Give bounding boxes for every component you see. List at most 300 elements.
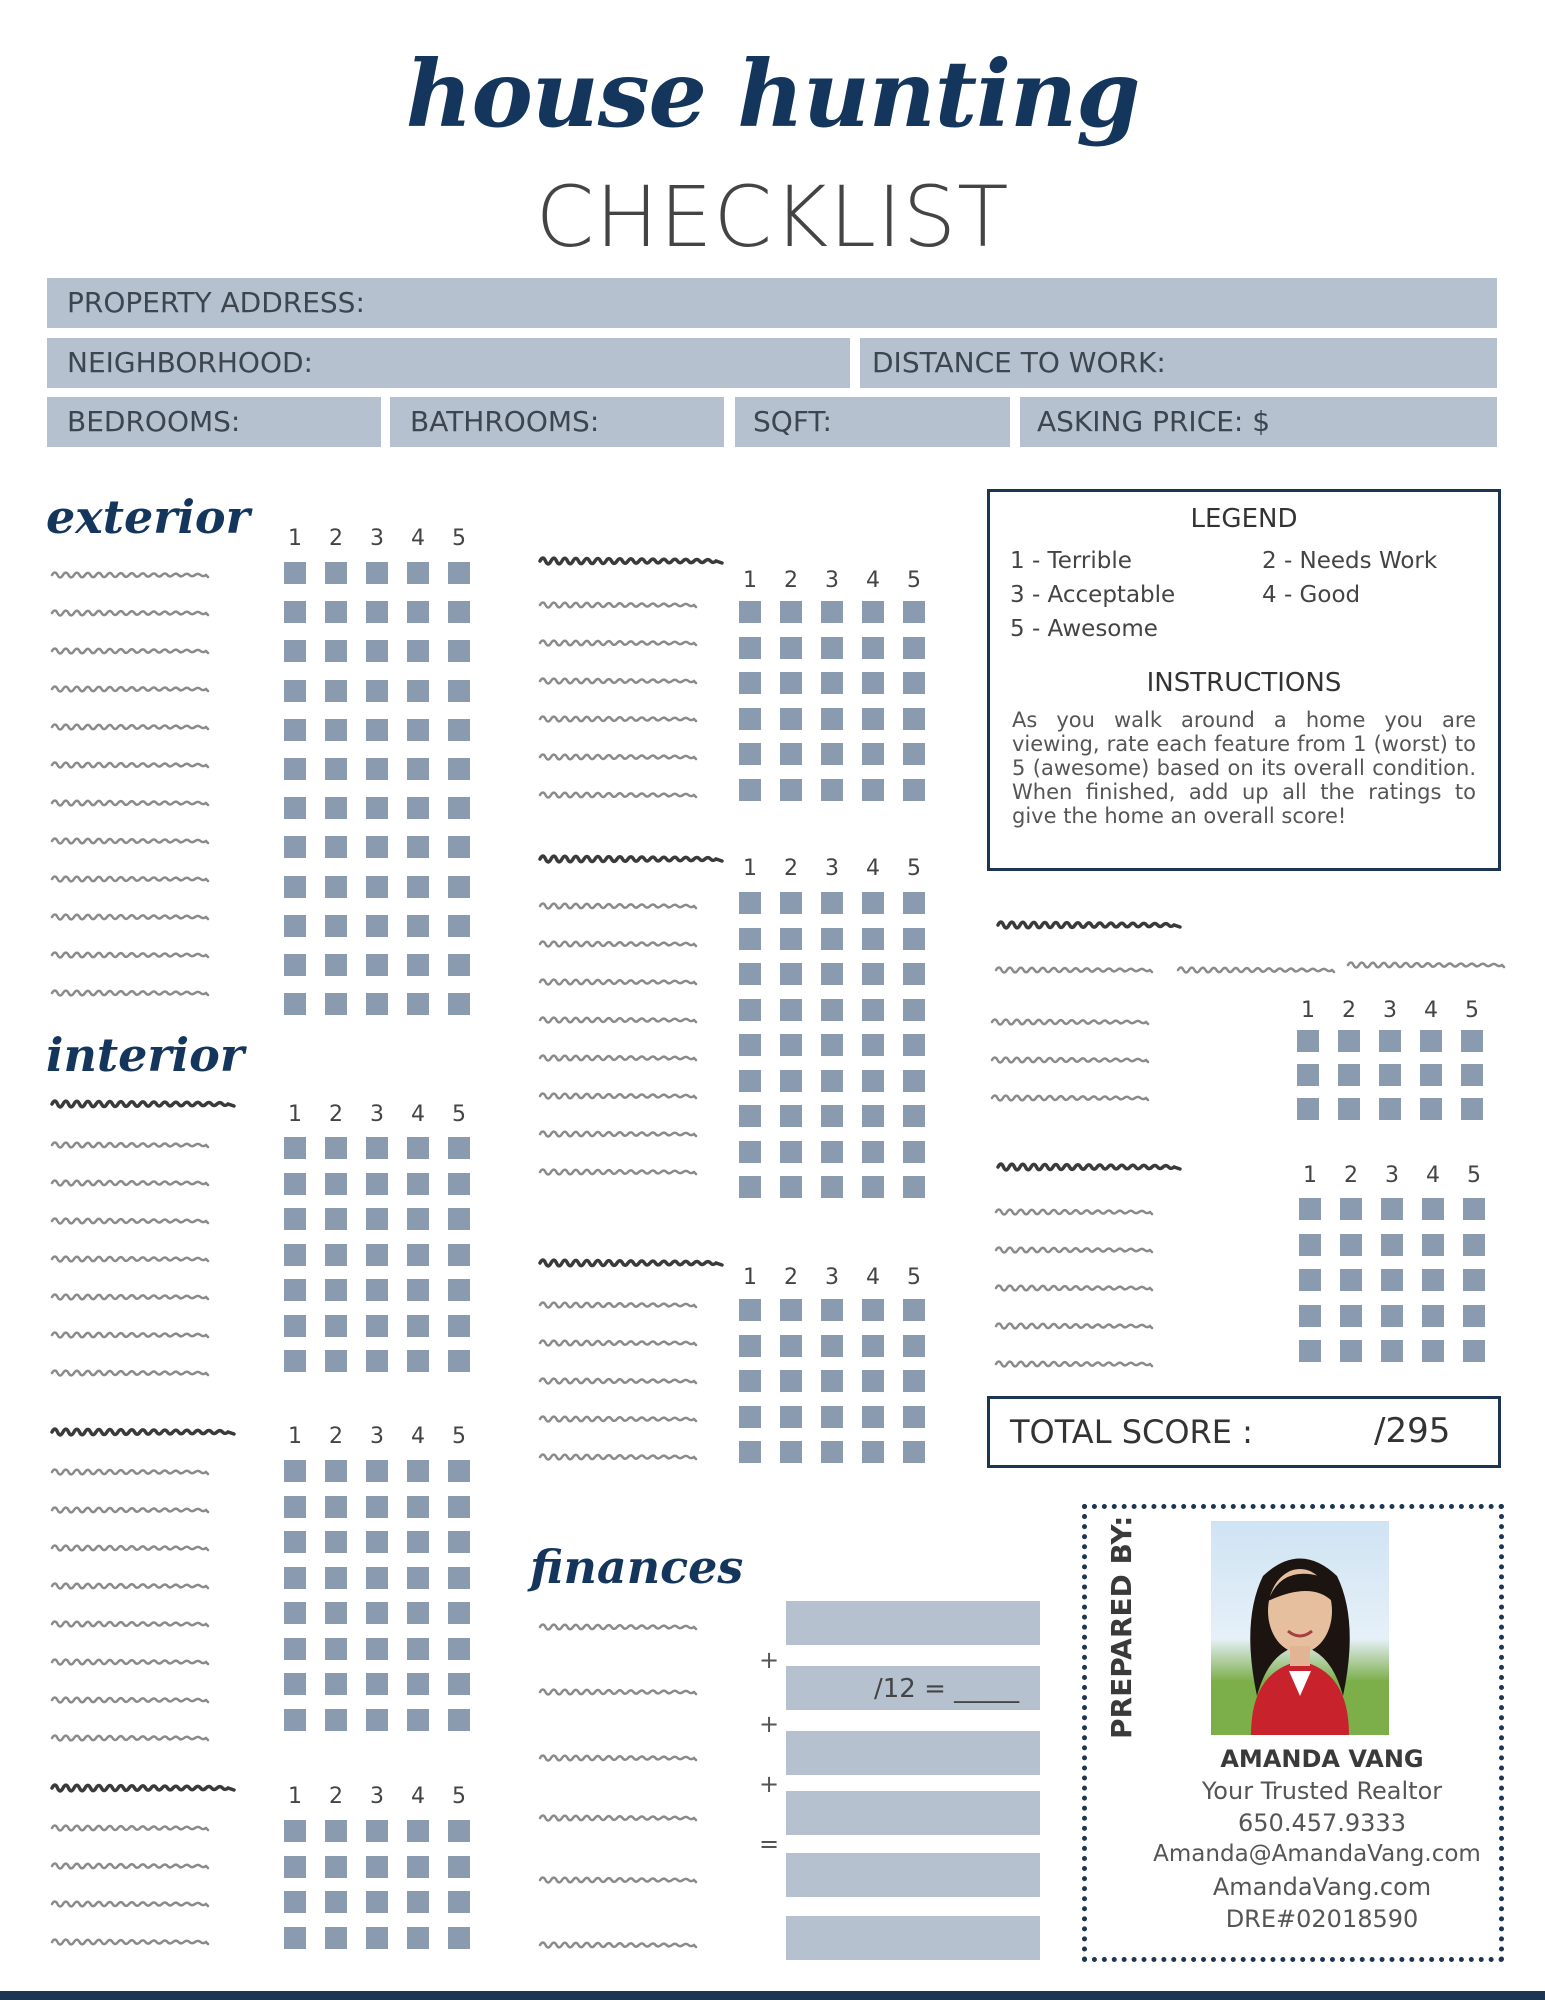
rating-checkbox[interactable] — [284, 1350, 306, 1372]
rating-checkbox[interactable] — [325, 954, 347, 976]
rating-checkbox[interactable] — [739, 963, 761, 985]
rating-checkbox[interactable] — [903, 1034, 925, 1056]
rating-checkbox[interactable] — [739, 1105, 761, 1127]
rating-checkbox[interactable] — [780, 708, 802, 730]
rating-checkbox[interactable] — [821, 963, 843, 985]
rating-checkbox[interactable] — [1340, 1269, 1362, 1291]
rating-checkbox[interactable] — [366, 876, 388, 898]
rating-checkbox[interactable] — [407, 601, 429, 623]
rating-checkbox[interactable] — [407, 719, 429, 741]
rating-checkbox[interactable] — [1299, 1234, 1321, 1256]
rating-checkbox[interactable] — [407, 1460, 429, 1482]
rating-checkbox[interactable] — [448, 758, 470, 780]
rating-checkbox[interactable] — [284, 1208, 306, 1230]
rating-checkbox[interactable] — [1340, 1305, 1362, 1327]
rating-checkbox[interactable] — [284, 915, 306, 937]
rating-checkbox[interactable] — [1381, 1305, 1403, 1327]
rating-checkbox[interactable] — [407, 915, 429, 937]
rating-checkbox[interactable] — [780, 672, 802, 694]
rating-checkbox[interactable] — [1381, 1340, 1403, 1362]
rating-checkbox[interactable] — [325, 1350, 347, 1372]
rating-checkbox[interactable] — [1338, 1098, 1360, 1120]
rating-checkbox[interactable] — [325, 1496, 347, 1518]
rating-checkbox[interactable] — [284, 1856, 306, 1878]
rating-checkbox[interactable] — [366, 562, 388, 584]
rating-checkbox[interactable] — [862, 779, 884, 801]
rating-checkbox[interactable] — [284, 797, 306, 819]
rating-checkbox[interactable] — [1463, 1234, 1485, 1256]
rating-checkbox[interactable] — [862, 928, 884, 950]
rating-checkbox[interactable] — [780, 928, 802, 950]
rating-checkbox[interactable] — [903, 1441, 925, 1463]
rating-checkbox[interactable] — [325, 680, 347, 702]
rating-checkbox[interactable] — [284, 1891, 306, 1913]
rating-checkbox[interactable] — [448, 993, 470, 1015]
rating-checkbox[interactable] — [366, 640, 388, 662]
rating-checkbox[interactable] — [448, 601, 470, 623]
rating-checkbox[interactable] — [366, 1709, 388, 1731]
rating-checkbox[interactable] — [1299, 1340, 1321, 1362]
rating-checkbox[interactable] — [1422, 1269, 1444, 1291]
rating-checkbox[interactable] — [1420, 1030, 1442, 1052]
rating-checkbox[interactable] — [366, 915, 388, 937]
rating-checkbox[interactable] — [284, 1496, 306, 1518]
agent-phone[interactable]: 650.457.9333 — [1238, 1809, 1406, 1837]
rating-checkbox[interactable] — [1338, 1030, 1360, 1052]
rating-checkbox[interactable] — [903, 1406, 925, 1428]
rating-checkbox[interactable] — [407, 1244, 429, 1266]
rating-checkbox[interactable] — [1299, 1198, 1321, 1220]
rating-checkbox[interactable] — [1420, 1064, 1442, 1086]
rating-checkbox[interactable] — [903, 1070, 925, 1092]
rating-checkbox[interactable] — [284, 1173, 306, 1195]
rating-checkbox[interactable] — [780, 601, 802, 623]
rating-checkbox[interactable] — [739, 672, 761, 694]
rating-checkbox[interactable] — [821, 1406, 843, 1428]
rating-checkbox[interactable] — [739, 743, 761, 765]
rating-checkbox[interactable] — [325, 993, 347, 1015]
rating-checkbox[interactable] — [325, 758, 347, 780]
rating-checkbox[interactable] — [821, 672, 843, 694]
rating-checkbox[interactable] — [284, 719, 306, 741]
rating-checkbox[interactable] — [780, 743, 802, 765]
rating-checkbox[interactable] — [903, 1176, 925, 1198]
property-address-field[interactable]: PROPERTY ADDRESS: — [47, 278, 1497, 328]
rating-checkbox[interactable] — [366, 954, 388, 976]
rating-checkbox[interactable] — [903, 1335, 925, 1357]
rating-checkbox[interactable] — [780, 1441, 802, 1463]
rating-checkbox[interactable] — [448, 1244, 470, 1266]
rating-checkbox[interactable] — [448, 1137, 470, 1159]
rating-checkbox[interactable] — [739, 928, 761, 950]
rating-checkbox[interactable] — [366, 1673, 388, 1695]
rating-checkbox[interactable] — [325, 1173, 347, 1195]
rating-checkbox[interactable] — [739, 999, 761, 1021]
rating-checkbox[interactable] — [739, 1176, 761, 1198]
rating-checkbox[interactable] — [366, 1460, 388, 1482]
rating-checkbox[interactable] — [780, 1141, 802, 1163]
rating-checkbox[interactable] — [821, 637, 843, 659]
rating-checkbox[interactable] — [284, 1673, 306, 1695]
rating-checkbox[interactable] — [1299, 1305, 1321, 1327]
rating-checkbox[interactable] — [284, 1602, 306, 1624]
rating-checkbox[interactable] — [821, 708, 843, 730]
rating-checkbox[interactable] — [903, 637, 925, 659]
rating-checkbox[interactable] — [780, 1034, 802, 1056]
rating-checkbox[interactable] — [739, 1070, 761, 1092]
rating-checkbox[interactable] — [284, 640, 306, 662]
rating-checkbox[interactable] — [1299, 1269, 1321, 1291]
rating-checkbox[interactable] — [284, 1567, 306, 1589]
rating-checkbox[interactable] — [448, 1891, 470, 1913]
rating-checkbox[interactable] — [739, 1335, 761, 1357]
rating-checkbox[interactable] — [407, 1350, 429, 1372]
rating-checkbox[interactable] — [1461, 1064, 1483, 1086]
rating-checkbox[interactable] — [780, 1070, 802, 1092]
rating-checkbox[interactable] — [366, 1531, 388, 1553]
rating-checkbox[interactable] — [407, 640, 429, 662]
rating-checkbox[interactable] — [366, 836, 388, 858]
rating-checkbox[interactable] — [448, 1315, 470, 1337]
rating-checkbox[interactable] — [1379, 1064, 1401, 1086]
rating-checkbox[interactable] — [325, 876, 347, 898]
asking-price-field[interactable]: ASKING PRICE: $ — [1020, 397, 1497, 447]
rating-checkbox[interactable] — [407, 954, 429, 976]
rating-checkbox[interactable] — [407, 680, 429, 702]
rating-checkbox[interactable] — [325, 1638, 347, 1660]
rating-checkbox[interactable] — [862, 1335, 884, 1357]
rating-checkbox[interactable] — [407, 562, 429, 584]
rating-checkbox[interactable] — [1422, 1305, 1444, 1327]
rating-checkbox[interactable] — [862, 637, 884, 659]
rating-checkbox[interactable] — [862, 1034, 884, 1056]
rating-checkbox[interactable] — [284, 876, 306, 898]
rating-checkbox[interactable] — [448, 1709, 470, 1731]
finance-field[interactable] — [786, 1601, 1040, 1645]
rating-checkbox[interactable] — [407, 1531, 429, 1553]
rating-checkbox[interactable] — [780, 1176, 802, 1198]
rating-checkbox[interactable] — [448, 562, 470, 584]
rating-checkbox[interactable] — [366, 1496, 388, 1518]
rating-checkbox[interactable] — [284, 954, 306, 976]
rating-checkbox[interactable] — [407, 1638, 429, 1660]
finance-field[interactable] — [786, 1916, 1040, 1960]
rating-checkbox[interactable] — [448, 1350, 470, 1372]
rating-checkbox[interactable] — [1461, 1030, 1483, 1052]
rating-checkbox[interactable] — [284, 1315, 306, 1337]
rating-checkbox[interactable] — [448, 640, 470, 662]
rating-checkbox[interactable] — [448, 1856, 470, 1878]
rating-checkbox[interactable] — [862, 1406, 884, 1428]
rating-checkbox[interactable] — [284, 836, 306, 858]
rating-checkbox[interactable] — [407, 836, 429, 858]
rating-checkbox[interactable] — [325, 1927, 347, 1949]
rating-checkbox[interactable] — [739, 779, 761, 801]
distance-to-work-field[interactable]: DISTANCE TO WORK: — [860, 338, 1497, 388]
rating-checkbox[interactable] — [284, 993, 306, 1015]
finance-field[interactable] — [786, 1666, 1040, 1710]
rating-checkbox[interactable] — [862, 672, 884, 694]
rating-checkbox[interactable] — [1379, 1098, 1401, 1120]
rating-checkbox[interactable] — [284, 601, 306, 623]
rating-checkbox[interactable] — [448, 1460, 470, 1482]
rating-checkbox[interactable] — [1463, 1269, 1485, 1291]
rating-checkbox[interactable] — [780, 963, 802, 985]
rating-checkbox[interactable] — [366, 1279, 388, 1301]
rating-checkbox[interactable] — [325, 1602, 347, 1624]
rating-checkbox[interactable] — [366, 797, 388, 819]
rating-checkbox[interactable] — [862, 1441, 884, 1463]
rating-checkbox[interactable] — [1420, 1098, 1442, 1120]
rating-checkbox[interactable] — [366, 1315, 388, 1337]
rating-checkbox[interactable] — [821, 1141, 843, 1163]
bathrooms-field[interactable]: BATHROOMS: — [390, 397, 724, 447]
rating-checkbox[interactable] — [448, 1673, 470, 1695]
rating-checkbox[interactable] — [325, 1315, 347, 1337]
rating-checkbox[interactable] — [739, 708, 761, 730]
rating-checkbox[interactable] — [862, 1370, 884, 1392]
rating-checkbox[interactable] — [448, 719, 470, 741]
rating-checkbox[interactable] — [366, 719, 388, 741]
rating-checkbox[interactable] — [903, 743, 925, 765]
rating-checkbox[interactable] — [1463, 1340, 1485, 1362]
rating-checkbox[interactable] — [1379, 1030, 1401, 1052]
rating-checkbox[interactable] — [448, 680, 470, 702]
rating-checkbox[interactable] — [325, 562, 347, 584]
rating-checkbox[interactable] — [780, 999, 802, 1021]
rating-checkbox[interactable] — [407, 876, 429, 898]
rating-checkbox[interactable] — [739, 637, 761, 659]
rating-checkbox[interactable] — [903, 1105, 925, 1127]
rating-checkbox[interactable] — [821, 1441, 843, 1463]
sqft-field[interactable]: SQFT: — [735, 397, 1010, 447]
rating-checkbox[interactable] — [325, 1460, 347, 1482]
rating-checkbox[interactable] — [448, 1208, 470, 1230]
rating-checkbox[interactable] — [366, 1350, 388, 1372]
rating-checkbox[interactable] — [448, 1820, 470, 1842]
rating-checkbox[interactable] — [903, 672, 925, 694]
rating-checkbox[interactable] — [780, 779, 802, 801]
rating-checkbox[interactable] — [407, 993, 429, 1015]
rating-checkbox[interactable] — [780, 1105, 802, 1127]
rating-checkbox[interactable] — [780, 1335, 802, 1357]
rating-checkbox[interactable] — [407, 1891, 429, 1913]
rating-checkbox[interactable] — [862, 1105, 884, 1127]
rating-checkbox[interactable] — [739, 1299, 761, 1321]
finance-field[interactable] — [786, 1853, 1040, 1897]
rating-checkbox[interactable] — [325, 915, 347, 937]
rating-checkbox[interactable] — [284, 1279, 306, 1301]
rating-checkbox[interactable] — [780, 1370, 802, 1392]
rating-checkbox[interactable] — [448, 1531, 470, 1553]
rating-checkbox[interactable] — [325, 1567, 347, 1589]
rating-checkbox[interactable] — [366, 1137, 388, 1159]
rating-checkbox[interactable] — [821, 1335, 843, 1357]
rating-checkbox[interactable] — [366, 601, 388, 623]
rating-checkbox[interactable] — [903, 708, 925, 730]
rating-checkbox[interactable] — [366, 1602, 388, 1624]
rating-checkbox[interactable] — [821, 601, 843, 623]
rating-checkbox[interactable] — [325, 719, 347, 741]
rating-checkbox[interactable] — [780, 637, 802, 659]
finance-field[interactable] — [786, 1731, 1040, 1775]
rating-checkbox[interactable] — [1381, 1198, 1403, 1220]
rating-checkbox[interactable] — [780, 1299, 802, 1321]
rating-checkbox[interactable] — [821, 1070, 843, 1092]
rating-checkbox[interactable] — [739, 892, 761, 914]
rating-checkbox[interactable] — [407, 797, 429, 819]
rating-checkbox[interactable] — [448, 836, 470, 858]
rating-checkbox[interactable] — [448, 1496, 470, 1518]
total-score-box[interactable] — [987, 1396, 1501, 1468]
rating-checkbox[interactable] — [821, 1370, 843, 1392]
rating-checkbox[interactable] — [862, 708, 884, 730]
rating-checkbox[interactable] — [903, 1370, 925, 1392]
rating-checkbox[interactable] — [821, 999, 843, 1021]
rating-checkbox[interactable] — [407, 1673, 429, 1695]
rating-checkbox[interactable] — [284, 1820, 306, 1842]
rating-checkbox[interactable] — [862, 743, 884, 765]
rating-checkbox[interactable] — [448, 797, 470, 819]
agent-email[interactable]: Amanda@AmandaVang.com — [1153, 1841, 1481, 1867]
rating-checkbox[interactable] — [448, 915, 470, 937]
rating-checkbox[interactable] — [325, 1891, 347, 1913]
rating-checkbox[interactable] — [862, 999, 884, 1021]
rating-checkbox[interactable] — [407, 1927, 429, 1949]
rating-checkbox[interactable] — [862, 892, 884, 914]
rating-checkbox[interactable] — [448, 1602, 470, 1624]
rating-checkbox[interactable] — [325, 1709, 347, 1731]
rating-checkbox[interactable] — [739, 1034, 761, 1056]
rating-checkbox[interactable] — [1297, 1064, 1319, 1086]
rating-checkbox[interactable] — [325, 797, 347, 819]
rating-checkbox[interactable] — [1338, 1064, 1360, 1086]
rating-checkbox[interactable] — [780, 892, 802, 914]
rating-checkbox[interactable] — [325, 1137, 347, 1159]
rating-checkbox[interactable] — [739, 1406, 761, 1428]
rating-checkbox[interactable] — [780, 1406, 802, 1428]
rating-checkbox[interactable] — [284, 680, 306, 702]
rating-checkbox[interactable] — [821, 779, 843, 801]
rating-checkbox[interactable] — [821, 928, 843, 950]
rating-checkbox[interactable] — [407, 758, 429, 780]
rating-checkbox[interactable] — [448, 876, 470, 898]
bedrooms-field[interactable]: BEDROOMS: — [47, 397, 381, 447]
rating-checkbox[interactable] — [739, 1141, 761, 1163]
agent-website[interactable]: AmandaVang.com — [1212, 1873, 1432, 1901]
rating-checkbox[interactable] — [407, 1856, 429, 1878]
rating-checkbox[interactable] — [325, 1820, 347, 1842]
rating-checkbox[interactable] — [1463, 1305, 1485, 1327]
rating-checkbox[interactable] — [325, 601, 347, 623]
rating-checkbox[interactable] — [862, 1070, 884, 1092]
rating-checkbox[interactable] — [739, 601, 761, 623]
rating-checkbox[interactable] — [366, 993, 388, 1015]
rating-checkbox[interactable] — [407, 1137, 429, 1159]
rating-checkbox[interactable] — [407, 1208, 429, 1230]
rating-checkbox[interactable] — [448, 1927, 470, 1949]
rating-checkbox[interactable] — [366, 1244, 388, 1266]
rating-checkbox[interactable] — [366, 1173, 388, 1195]
rating-checkbox[interactable] — [407, 1496, 429, 1518]
rating-checkbox[interactable] — [903, 999, 925, 1021]
rating-checkbox[interactable] — [284, 1531, 306, 1553]
rating-checkbox[interactable] — [284, 758, 306, 780]
rating-checkbox[interactable] — [903, 892, 925, 914]
rating-checkbox[interactable] — [325, 1531, 347, 1553]
rating-checkbox[interactable] — [325, 836, 347, 858]
rating-checkbox[interactable] — [407, 1173, 429, 1195]
rating-checkbox[interactable] — [903, 963, 925, 985]
rating-checkbox[interactable] — [739, 1441, 761, 1463]
rating-checkbox[interactable] — [821, 1034, 843, 1056]
neighborhood-field[interactable]: NEIGHBORHOOD: — [47, 338, 850, 388]
rating-checkbox[interactable] — [862, 1176, 884, 1198]
rating-checkbox[interactable] — [325, 1244, 347, 1266]
rating-checkbox[interactable] — [862, 601, 884, 623]
rating-checkbox[interactable] — [366, 1820, 388, 1842]
rating-checkbox[interactable] — [366, 1208, 388, 1230]
rating-checkbox[interactable] — [862, 963, 884, 985]
rating-checkbox[interactable] — [284, 1709, 306, 1731]
rating-checkbox[interactable] — [325, 640, 347, 662]
rating-checkbox[interactable] — [1422, 1198, 1444, 1220]
rating-checkbox[interactable] — [739, 1370, 761, 1392]
rating-checkbox[interactable] — [407, 1820, 429, 1842]
rating-checkbox[interactable] — [407, 1567, 429, 1589]
finance-field[interactable] — [786, 1791, 1040, 1835]
rating-checkbox[interactable] — [366, 1638, 388, 1660]
rating-checkbox[interactable] — [1297, 1030, 1319, 1052]
rating-checkbox[interactable] — [448, 1567, 470, 1589]
rating-checkbox[interactable] — [448, 1279, 470, 1301]
rating-checkbox[interactable] — [903, 1299, 925, 1321]
rating-checkbox[interactable] — [325, 1856, 347, 1878]
rating-checkbox[interactable] — [1422, 1340, 1444, 1362]
rating-checkbox[interactable] — [366, 1927, 388, 1949]
rating-checkbox[interactable] — [284, 1638, 306, 1660]
rating-checkbox[interactable] — [1461, 1098, 1483, 1120]
rating-checkbox[interactable] — [821, 743, 843, 765]
rating-checkbox[interactable] — [821, 892, 843, 914]
rating-checkbox[interactable] — [448, 954, 470, 976]
rating-checkbox[interactable] — [821, 1176, 843, 1198]
rating-checkbox[interactable] — [366, 758, 388, 780]
rating-checkbox[interactable] — [407, 1602, 429, 1624]
rating-checkbox[interactable] — [407, 1315, 429, 1337]
rating-checkbox[interactable] — [366, 1856, 388, 1878]
rating-checkbox[interactable] — [903, 1141, 925, 1163]
rating-checkbox[interactable] — [1340, 1340, 1362, 1362]
rating-checkbox[interactable] — [325, 1279, 347, 1301]
rating-checkbox[interactable] — [1463, 1198, 1485, 1220]
rating-checkbox[interactable] — [325, 1673, 347, 1695]
rating-checkbox[interactable] — [366, 1891, 388, 1913]
rating-checkbox[interactable] — [366, 1567, 388, 1589]
rating-checkbox[interactable] — [903, 779, 925, 801]
rating-checkbox[interactable] — [1340, 1198, 1362, 1220]
rating-checkbox[interactable] — [862, 1299, 884, 1321]
rating-checkbox[interactable] — [448, 1638, 470, 1660]
rating-checkbox[interactable] — [821, 1105, 843, 1127]
rating-checkbox[interactable] — [407, 1709, 429, 1731]
rating-checkbox[interactable] — [284, 1137, 306, 1159]
rating-checkbox[interactable] — [821, 1299, 843, 1321]
rating-checkbox[interactable] — [325, 1208, 347, 1230]
rating-checkbox[interactable] — [1340, 1234, 1362, 1256]
rating-checkbox[interactable] — [1381, 1269, 1403, 1291]
rating-checkbox[interactable] — [284, 1927, 306, 1949]
